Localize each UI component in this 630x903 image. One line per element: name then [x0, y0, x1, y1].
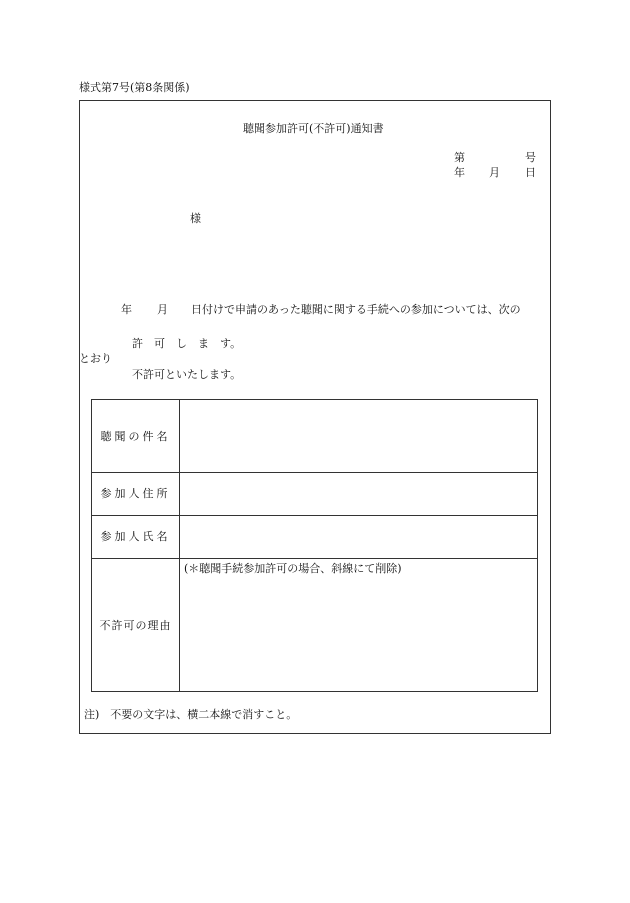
date-day: 日 — [525, 166, 536, 179]
reason-value: (＊聴聞手続参加許可の場合、斜線にて削除) — [184, 562, 402, 575]
table-column-divider — [179, 400, 180, 691]
date-year: 年 — [454, 166, 465, 179]
form-id: 様式第7号(第8条関係) — [79, 81, 190, 94]
note-text: 注) 不要の文字は、横二本線で消すこと。 — [84, 708, 298, 721]
row-label-address: 参加人住所 — [100, 487, 171, 500]
body-year: 年 — [121, 303, 132, 316]
body-month: 月 — [157, 303, 168, 316]
table-row-divider — [92, 472, 537, 473]
table-row-divider — [92, 558, 537, 559]
number-suffix: 号 — [525, 151, 536, 164]
info-table — [91, 399, 538, 692]
date-month: 月 — [489, 166, 500, 179]
body-sentence: 日付けで申請のあった聴聞に関する手続への参加については、次の — [191, 303, 521, 316]
document-title: 聴聞参加許可(不許可)通知書 — [243, 122, 384, 135]
row-label-case: 聴聞の件名 — [100, 430, 171, 443]
option-deny: 不許可といたします。 — [132, 368, 242, 381]
number-prefix: 第 — [454, 151, 465, 164]
row-label-reason: 不許可の理由 — [99, 619, 172, 632]
toori-text: とおり — [79, 352, 112, 365]
row-label-name: 参加人氏名 — [100, 530, 171, 543]
addressee-suffix: 様 — [190, 212, 201, 225]
option-permit: 許 可 し ま す。 — [132, 337, 242, 350]
table-row-divider — [92, 515, 537, 516]
